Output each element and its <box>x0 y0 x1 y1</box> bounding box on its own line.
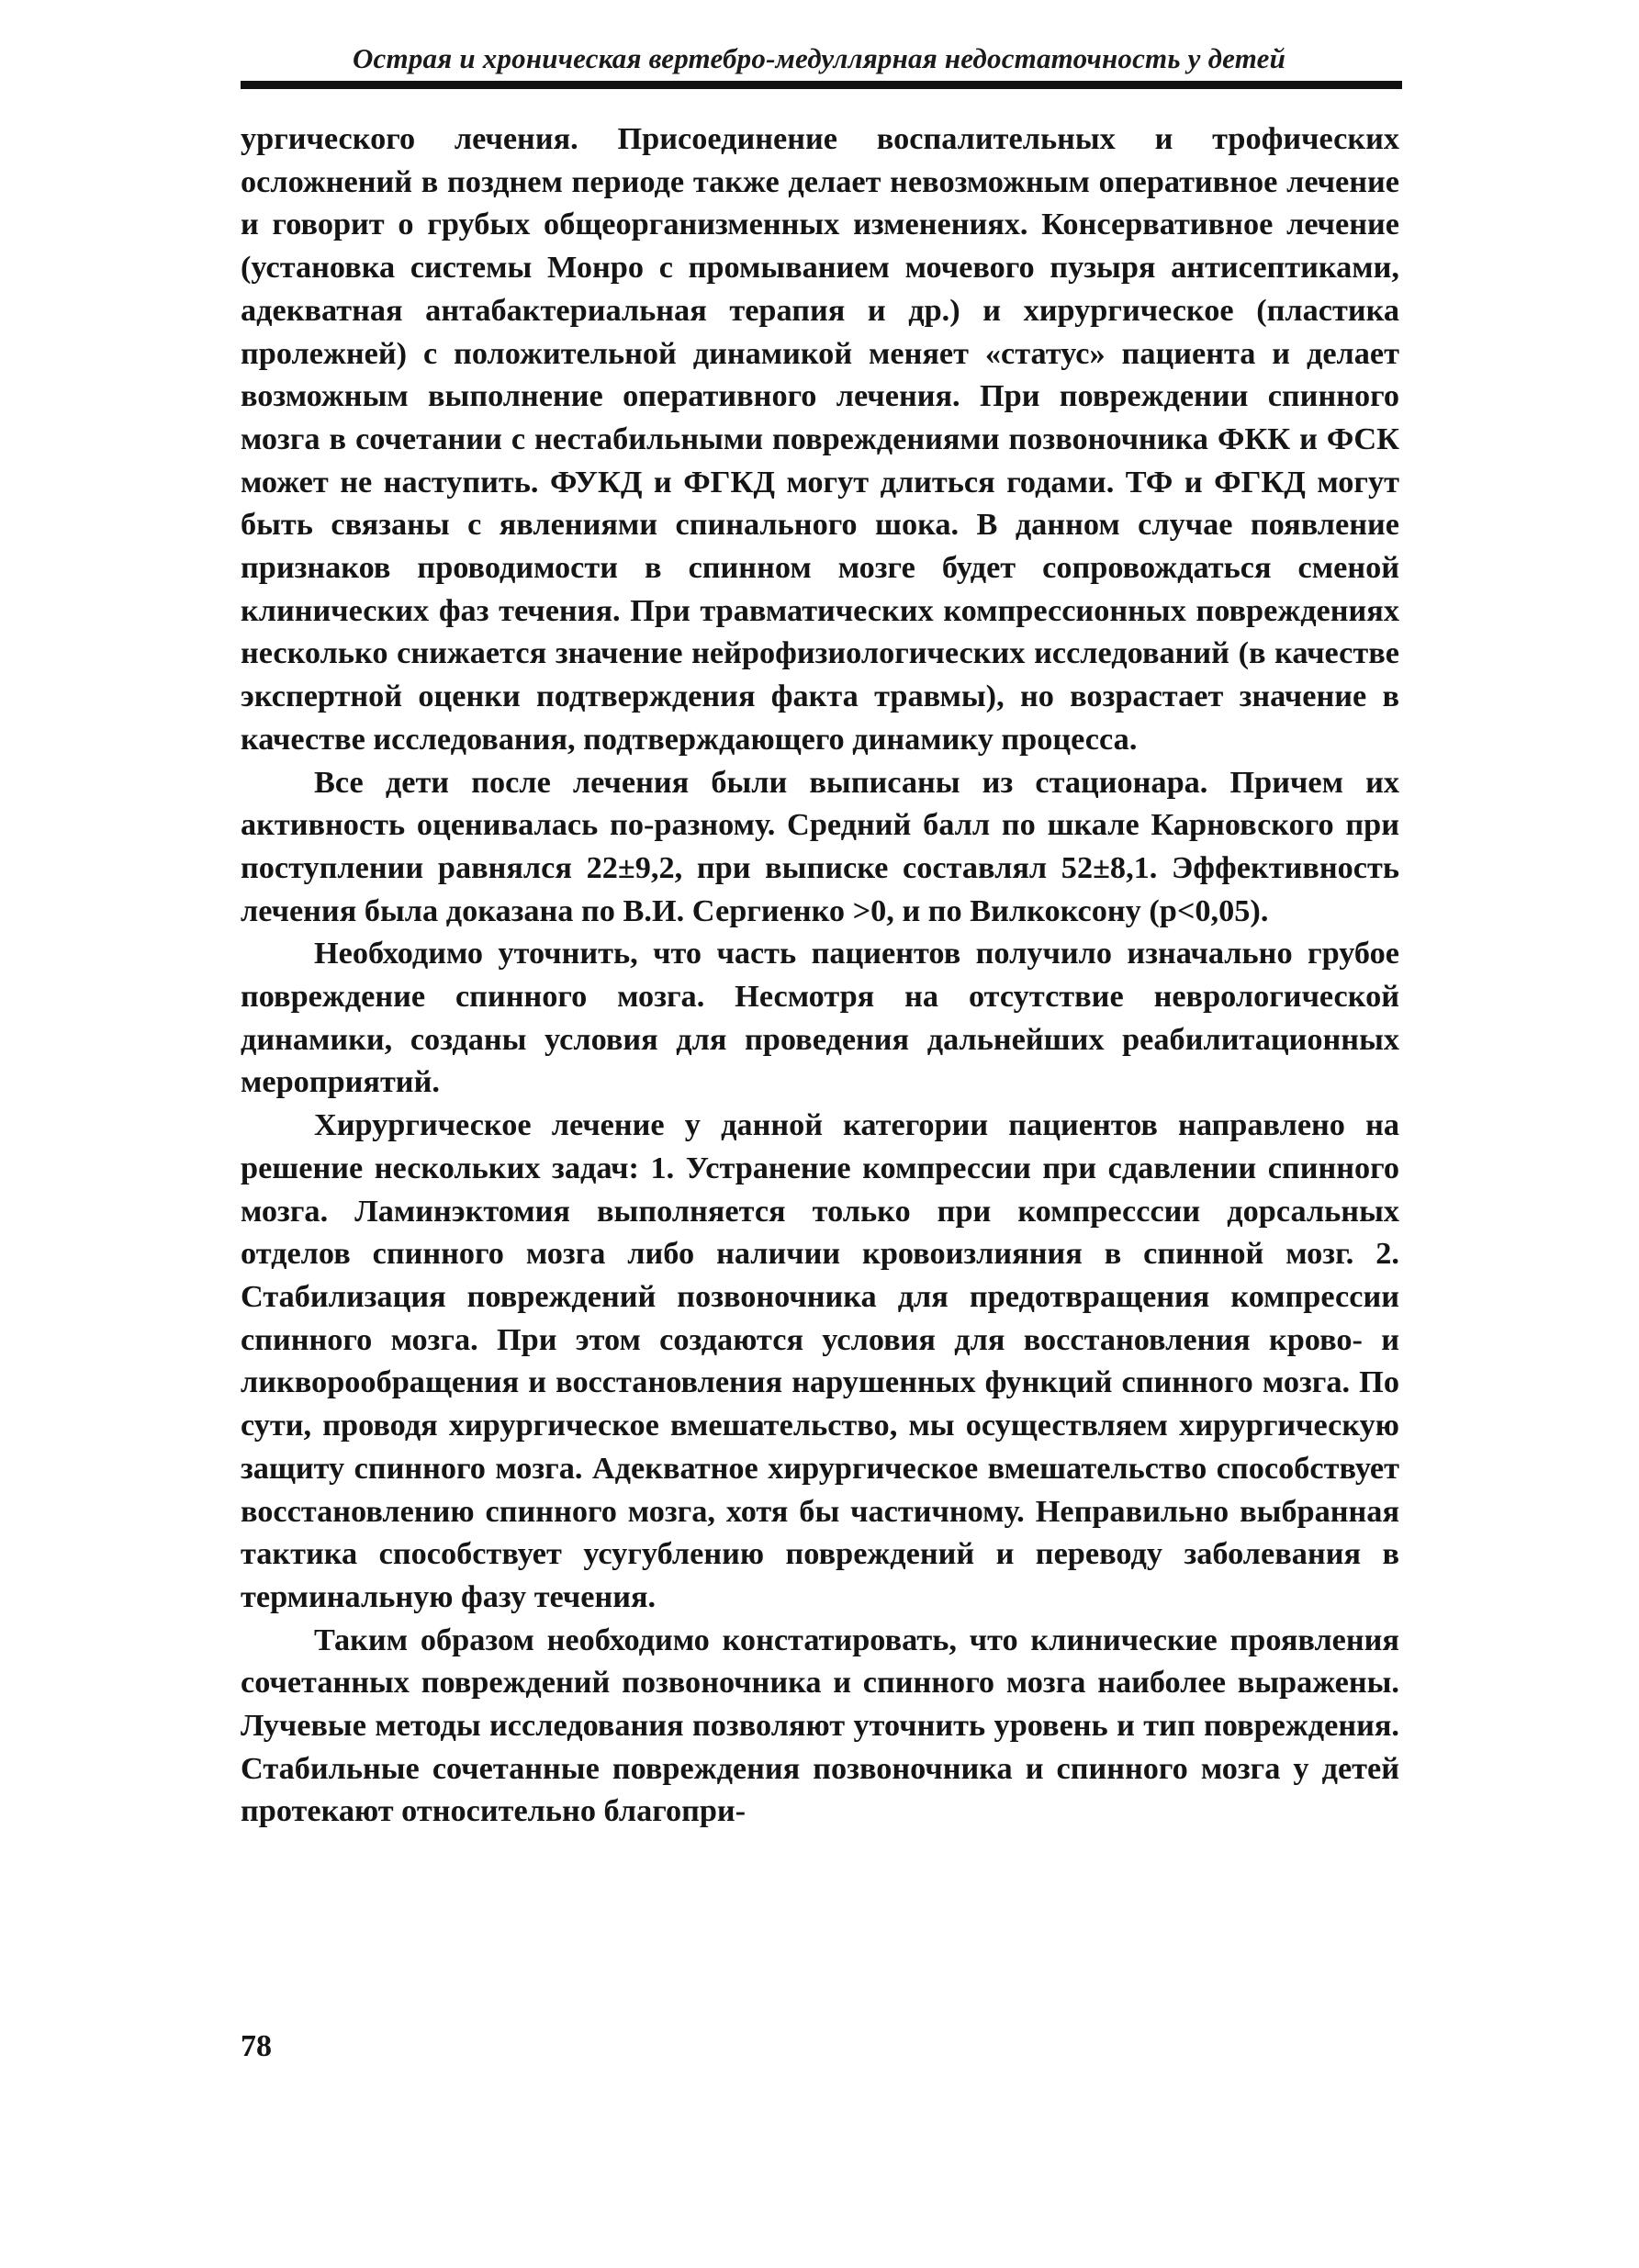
paragraph-3: Необходимо уточнить, что часть пациентов получило изначально грубое повреждение спинного мозга. Несмотря на отсутствие неврологической динамики, созданы условия для проведения дальнейших реабилитационных мероприятий. <box>241 936 1399 1100</box>
paragraph-5: Таким образом необходимо констатировать, что клинические проявления сочетанных повреждений позвоночника и спинного мозга наиболее выражены. Лучевые методы исследования позволяют уточнить уровень и тип повреждения. Стабильные сочетанные повреждения позвоночника и спинного мозга у детей протекают относительно благопри- <box>241 1622 1399 1829</box>
running-header: Острая и хроническая вертебро-медуллярная недостаточность у детей <box>352 42 1286 74</box>
paragraph-1: ургического лечения. Присоединение воспалительных и трофических осложнений в позднем периоде также делает невозможным оперативное лечение и говорит о грубых общеорганизменных изменениях. Консервативное лечение (установка системы Монро с промыванием мочевого пузыря антисептиками, адекватная антабактериальная терапия и др.) и хирургическое (пластика пролежней) с положительной динамикой меняет «статус» пациента и делает возможным выполнение оперативного лечения. При повреждении спинного мозга в сочетании с нестабильными повреждениями позвоночника ФКК и ФСК может не наступить. ФУКД и ФГКД могут длиться годами. ТФ и ФГКД могут быть связаны с явлениями спинального шока. В данном случае появление признаков проводимости в спинном мозге будет сопровождаться сменой клинических фаз течения. При травматических компрессионных повреждениях несколько снижается значение нейрофизиологических исследований (в качестве экспертной оценки подтверждения факта травмы), но возрастает значение в качестве исследования, подтверждающего динамику процесса. <box>241 121 1399 757</box>
paragraph-2: Все дети после лечения были выписаны из стационара. Причем их активность оценивалась по-разному. Средний балл по шкале Карновского при поступлении равнялся 22±9,2, при выписке составлял 52±8,1. Эффективность лечения была доказана по В.И. Сергиенко >0, и по Вилкоксону (p<0,05). <box>241 764 1399 928</box>
body-text <box>241 118 1399 1833</box>
page-number: 78 <box>241 2029 272 2063</box>
paragraph-4: Хирургическое лечение у данной категории пациентов направлено на решение нескольких задач: 1. Устранение компрессии при сдавлении спинного мозга. Ламинэктомия выполняется только при компресссии дорсальных отделов спинного мозга либо наличии кровоизлияния в спинной мозг. 2. Стабилизация повреждений позвоночника для предотвращения компрессии спинного мозга. При этом создаются условия для восстановления крово- и ликворообращения и восстановления нарушенных функций спинного мозга. По сути, проводя хирургическое вмешательство, мы осуществляем хирургическую защиту спинного мозга. Адекватное хирургическое вмешательство способствует восстановлению спинного мозга, хотя бы частичному. Неправильно выбранная тактика способствует усугублению повреждений и переводу заболевания в терминальную фазу течения. <box>241 1107 1399 1614</box>
header-rule <box>241 81 1402 89</box>
